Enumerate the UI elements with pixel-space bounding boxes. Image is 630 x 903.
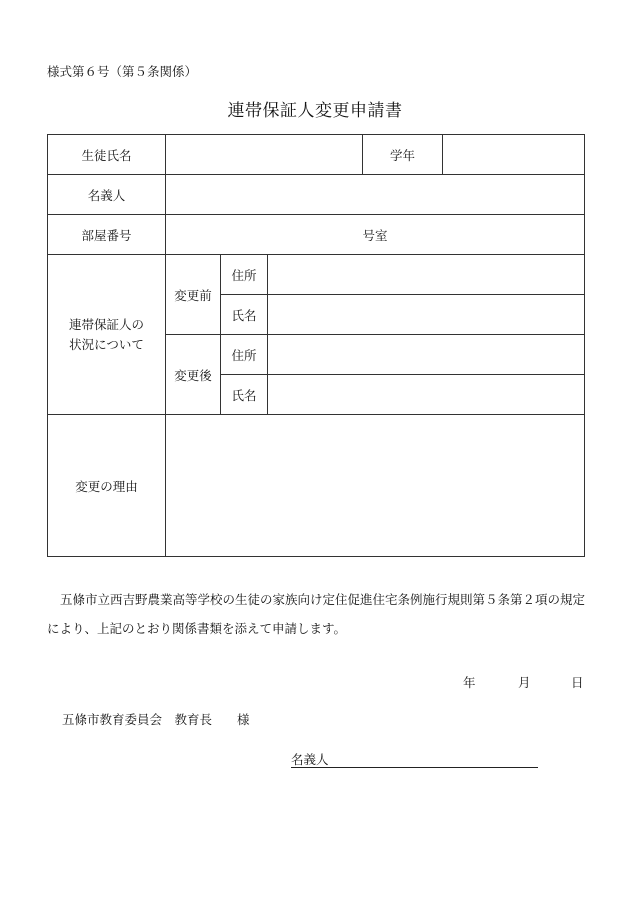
applicant-label: 名義人 (291, 752, 329, 767)
guarantor-label-line1: 連帯保証人の (68, 316, 144, 332)
student-name-field[interactable] (166, 135, 363, 175)
after-name-field[interactable] (268, 375, 585, 415)
applicant-signature-line[interactable] (291, 750, 538, 768)
before-address-label: 住所 (221, 255, 268, 295)
nominee-field[interactable] (166, 175, 585, 215)
grade-label: 学年 (363, 135, 443, 175)
change-reason-field[interactable] (166, 415, 585, 557)
nominee-label: 名義人 (48, 175, 166, 215)
page-title: 連帯保証人変更申請書 (227, 101, 403, 121)
after-address-field[interactable] (268, 335, 585, 375)
after-name-label: 氏名 (221, 375, 268, 415)
date-day: 日 (571, 675, 584, 690)
student-name-label: 生徒氏名 (48, 135, 166, 175)
change-reason-label: 変更の理由 (48, 415, 166, 557)
application-table (47, 134, 585, 557)
after-address-label: 住所 (221, 335, 268, 375)
before-change-label: 変更前 (166, 255, 221, 335)
room-number-field[interactable] (166, 215, 585, 255)
date-year: 年 (463, 675, 476, 690)
grade-field[interactable] (443, 135, 585, 175)
before-name-field[interactable] (268, 295, 585, 335)
before-name-label: 氏名 (221, 295, 268, 335)
after-change-label: 変更後 (166, 335, 221, 415)
before-address-field[interactable] (268, 255, 585, 295)
guarantor-status-label (48, 255, 166, 415)
room-suffix: 号室 (362, 227, 388, 243)
application-statement: 五條市立西吉野農業高等学校の生徒の家族向け定住促進住宅条例施行規則第５条第２項の規定により、上記のとおり関係書類を添えて申請します。 (47, 592, 586, 636)
form-number: 様式第６号（第５条関係） (47, 64, 198, 79)
addressee: 五條市教育委員会 教育長 様 (62, 712, 250, 727)
room-number-label: 部屋番号 (48, 215, 166, 255)
date-month: 月 (518, 675, 531, 690)
guarantor-label-line2: 状況について (69, 336, 144, 352)
